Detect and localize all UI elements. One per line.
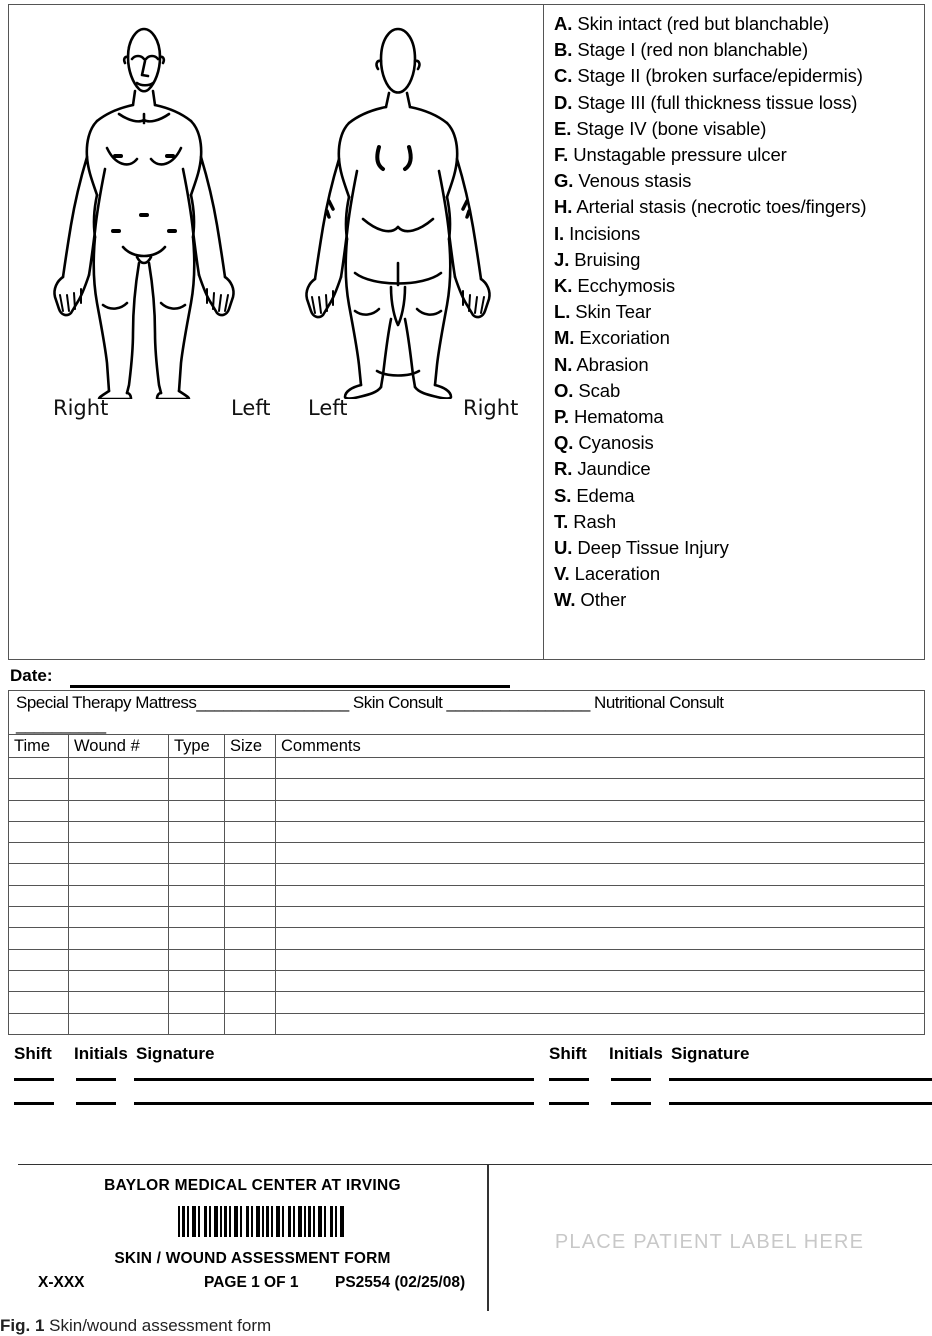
- signature-header-shift: Shift: [14, 1044, 52, 1063]
- legend-item-key: L.: [554, 301, 571, 323]
- table-row[interactable]: [9, 885, 925, 906]
- legend-item-key: W.: [554, 589, 576, 611]
- legend-item-key: P.: [554, 406, 569, 428]
- table-row[interactable]: [9, 800, 925, 821]
- signature-header-initials-right: Initials: [609, 1044, 663, 1063]
- legend-item-key: R.: [554, 458, 573, 480]
- legend-item-label: Jaundice: [572, 458, 651, 480]
- legend-item-label: Cyanosis: [573, 432, 654, 454]
- legend-item: [554, 483, 924, 509]
- posterior-right-label: Right: [463, 396, 519, 420]
- wound-log-table: [8, 734, 925, 1035]
- table-row[interactable]: [9, 779, 925, 800]
- legend-item-label: Skin intact (red but blanchable): [572, 13, 830, 34]
- legend-item: [554, 63, 924, 89]
- legend-item-key: I.: [554, 222, 565, 244]
- legend-item: [554, 378, 924, 404]
- figure-caption-label: Fig. 1: [0, 1316, 45, 1335]
- legend-item: [554, 273, 924, 299]
- table-cell-comments[interactable]: [276, 907, 925, 928]
- signature-header-initials: Initials: [74, 1044, 128, 1063]
- legend-item: [554, 535, 924, 561]
- table-cell-time[interactable]: [9, 758, 69, 779]
- table-cell-size[interactable]: [225, 885, 276, 906]
- consult-trailing-blank: __________: [16, 715, 106, 734]
- legend-item-label: Ecchymosis: [572, 275, 676, 297]
- table-cell-wound-number[interactable]: [69, 992, 169, 1013]
- table-cell-comments[interactable]: [276, 779, 925, 800]
- table-cell-size[interactable]: [225, 800, 276, 821]
- table-row[interactable]: [9, 758, 925, 779]
- body-diagram-cell[interactable]: [9, 5, 544, 659]
- table-cell-comments[interactable]: [276, 928, 925, 949]
- legend-item-label: Deep Tissue Injury: [572, 537, 729, 559]
- signature-block: [0, 1044, 932, 1130]
- legend-item-key: B.: [554, 39, 573, 61]
- shift-line-right-row-2[interactable]: [549, 1102, 589, 1105]
- table-row[interactable]: [9, 949, 925, 970]
- legend-item-label: Scab: [573, 379, 621, 401]
- legend-item-key: S.: [554, 484, 572, 506]
- legend-item-key: U.: [554, 537, 573, 559]
- legend-item-key: M.: [554, 327, 575, 349]
- figure-caption-text: Skin/wound assessment form: [49, 1316, 272, 1335]
- legend-item-key: D.: [554, 91, 573, 113]
- legend-item-key: H.: [554, 196, 573, 218]
- legend-item-key: K.: [554, 275, 573, 297]
- table-cell-wound-number[interactable]: [69, 800, 169, 821]
- legend-item-label: Other: [575, 589, 627, 611]
- patient-label-placeholder: PLACE PATIENT LABEL HERE: [554, 1231, 865, 1253]
- hospital-name: BAYLOR MEDICAL CENTER AT IRVING: [104, 1177, 401, 1194]
- legend-item: [554, 352, 924, 378]
- legend-item: [554, 142, 924, 168]
- table-row[interactable]: [9, 907, 925, 928]
- column-header-comments: Comments: [276, 735, 925, 758]
- table-row[interactable]: [9, 864, 925, 885]
- table-cell-size[interactable]: [225, 843, 276, 864]
- table-cell-time[interactable]: [9, 907, 69, 928]
- legend-item-label: Skin Tear: [570, 301, 652, 323]
- table-cell-size[interactable]: [225, 1013, 276, 1034]
- table-row[interactable]: [9, 992, 925, 1013]
- barcode-icon: [178, 1206, 345, 1237]
- table-cell-size[interactable]: [225, 779, 276, 800]
- assessment-panel: [8, 4, 925, 660]
- signature-line-right-row-2[interactable]: [669, 1102, 932, 1105]
- legend-item-label: Hematoma: [568, 406, 664, 428]
- page-indicator: PAGE 1 OF 1: [204, 1274, 299, 1291]
- legend-item: [554, 247, 924, 273]
- column-header-size: Size: [225, 735, 276, 758]
- signature-header-shift-right: Shift: [549, 1044, 587, 1063]
- signature-header-signature-right: Signature: [671, 1044, 750, 1063]
- table-cell-comments[interactable]: [276, 821, 925, 842]
- table-cell-comments[interactable]: [276, 970, 925, 991]
- table-cell-comments[interactable]: [276, 885, 925, 906]
- legend-item-label: Unstagable pressure ulcer: [568, 144, 787, 166]
- signature-line-right-row-1[interactable]: [669, 1078, 932, 1081]
- form-title: SKIN / WOUND ASSESSMENT FORM: [114, 1250, 391, 1267]
- legend-item: [554, 299, 924, 325]
- legend-item-key: O.: [554, 379, 574, 401]
- anterior-body-figure-icon[interactable]: [27, 19, 259, 399]
- date-label: Date:: [10, 666, 53, 685]
- legend-item-key: J.: [554, 248, 570, 270]
- table-cell-comments[interactable]: [276, 864, 925, 885]
- table-cell-type[interactable]: [169, 758, 225, 779]
- legend-item: [554, 430, 924, 456]
- wound-table-body: [9, 758, 925, 1035]
- table-cell-type[interactable]: [169, 885, 225, 906]
- anterior-right-label: Right: [53, 396, 109, 420]
- table-cell-time[interactable]: [9, 928, 69, 949]
- table-cell-time[interactable]: [9, 864, 69, 885]
- date-input-line[interactable]: [70, 685, 510, 688]
- legend-item: [554, 456, 924, 482]
- legend-item-key: F.: [554, 144, 569, 166]
- legend-item: [554, 561, 924, 587]
- table-cell-size[interactable]: [225, 992, 276, 1013]
- table-cell-time[interactable]: [9, 992, 69, 1013]
- table-cell-time[interactable]: [9, 843, 69, 864]
- legend-item: [554, 90, 924, 116]
- table-cell-type[interactable]: [169, 1013, 225, 1034]
- date-row: [8, 666, 925, 692]
- legend-item: [554, 116, 924, 142]
- table-cell-comments[interactable]: [276, 1013, 925, 1034]
- table-cell-time[interactable]: [9, 1013, 69, 1034]
- form-code-xxx: X-XXX: [38, 1274, 85, 1291]
- table-cell-type[interactable]: [169, 928, 225, 949]
- table-cell-time[interactable]: [9, 885, 69, 906]
- initials-line-row-2[interactable]: [76, 1102, 116, 1105]
- table-cell-type[interactable]: [169, 949, 225, 970]
- legend-item: [554, 11, 924, 37]
- table-cell-size[interactable]: [225, 907, 276, 928]
- table-cell-type[interactable]: [169, 970, 225, 991]
- legend-item-key: N.: [554, 353, 573, 375]
- legend-item-label: Abrasion: [572, 353, 649, 375]
- table-cell-type[interactable]: [169, 800, 225, 821]
- table-cell-comments[interactable]: [276, 800, 925, 821]
- shift-line-right-row-1[interactable]: [549, 1078, 589, 1081]
- table-row[interactable]: [9, 928, 925, 949]
- table-cell-size[interactable]: [225, 928, 276, 949]
- legend-item-label: Excoriation: [574, 327, 670, 349]
- table-cell-time[interactable]: [9, 821, 69, 842]
- form-footer: [18, 1164, 932, 1310]
- legend-item-label: Venous stasis: [573, 170, 692, 192]
- signature-line-row-1[interactable]: [134, 1078, 534, 1081]
- legend-item: [554, 587, 924, 613]
- legend-item: [554, 194, 924, 220]
- legend-item: [554, 221, 924, 247]
- signature-header-signature: Signature: [136, 1044, 215, 1063]
- figure-caption: [0, 1316, 932, 1336]
- table-row[interactable]: [9, 843, 925, 864]
- table-cell-type[interactable]: [169, 992, 225, 1013]
- table-cell-wound-number[interactable]: [69, 821, 169, 842]
- shift-line-row-2[interactable]: [14, 1102, 54, 1105]
- patient-label-area[interactable]: [487, 1165, 932, 1311]
- table-cell-comments[interactable]: [276, 843, 925, 864]
- anterior-left-label: Left: [231, 396, 271, 420]
- legend-item: [554, 37, 924, 63]
- legend-item: [554, 168, 924, 194]
- legend-item: [554, 509, 924, 535]
- legend-item-label: Arterial stasis (necrotic toes/fingers): [572, 196, 867, 218]
- initials-line-row-1[interactable]: [76, 1078, 116, 1081]
- table-cell-type[interactable]: [169, 821, 225, 842]
- posterior-left-label: Left: [308, 396, 348, 420]
- legend-item-label: Incisions: [564, 222, 641, 244]
- table-row[interactable]: [9, 821, 925, 842]
- legend-item-label: Stage IV (bone visable): [571, 117, 767, 139]
- table-cell-wound-number[interactable]: [69, 885, 169, 906]
- legend-item: [554, 404, 924, 430]
- table-cell-comments[interactable]: [276, 949, 925, 970]
- table-cell-wound-number[interactable]: [69, 949, 169, 970]
- table-cell-size[interactable]: [225, 864, 276, 885]
- legend-item-key: C.: [554, 65, 573, 87]
- table-cell-size[interactable]: [225, 949, 276, 970]
- column-header-wound-number: Wound #: [69, 735, 169, 758]
- table-cell-wound-number[interactable]: [69, 928, 169, 949]
- table-cell-wound-number[interactable]: [69, 864, 169, 885]
- table-cell-wound-number[interactable]: [69, 779, 169, 800]
- column-header-time: Time: [9, 735, 69, 758]
- consult-row[interactable]: [8, 690, 925, 734]
- table-cell-type[interactable]: [169, 779, 225, 800]
- legend-item-key: V.: [554, 563, 570, 585]
- table-cell-type[interactable]: [169, 864, 225, 885]
- table-header-row: [9, 735, 925, 758]
- table-cell-wound-number[interactable]: [69, 970, 169, 991]
- footer-codes: [18, 1274, 487, 1296]
- legend-item-key: T.: [554, 510, 569, 532]
- initials-line-right-row-1[interactable]: [611, 1078, 651, 1081]
- table-row[interactable]: [9, 970, 925, 991]
- legend-item-label: Edema: [571, 484, 635, 506]
- legend-item: [554, 325, 924, 351]
- legend-item-label: Stage I (red non blanchable): [572, 39, 809, 61]
- form-number: PS2554 (02/25/08): [335, 1274, 466, 1291]
- legend-item-label: Stage II (broken surface/epidermis): [572, 65, 863, 87]
- legend-item-key: E.: [554, 117, 572, 139]
- legend-item-key: Q.: [554, 432, 574, 454]
- legend-item-key: G.: [554, 170, 574, 192]
- table-cell-wound-number[interactable]: [69, 907, 169, 928]
- table-cell-type[interactable]: [169, 843, 225, 864]
- signature-line-row-2[interactable]: [134, 1102, 534, 1105]
- table-cell-time[interactable]: [9, 800, 69, 821]
- legend-item-label: Rash: [568, 510, 617, 532]
- table-cell-time[interactable]: [9, 970, 69, 991]
- table-cell-type[interactable]: [169, 907, 225, 928]
- legend-item-label: Bruising: [569, 248, 641, 270]
- table-cell-time[interactable]: [9, 779, 69, 800]
- table-cell-wound-number[interactable]: [69, 843, 169, 864]
- initials-line-right-row-2[interactable]: [611, 1102, 651, 1105]
- column-header-type: Type: [169, 735, 225, 758]
- posterior-body-figure-icon[interactable]: [281, 19, 513, 399]
- table-row[interactable]: [9, 1013, 925, 1034]
- table-cell-time[interactable]: [9, 949, 69, 970]
- footer-left-panel: [18, 1165, 487, 1311]
- table-cell-size[interactable]: [225, 821, 276, 842]
- legend-item-key: A.: [554, 13, 573, 34]
- table-cell-size[interactable]: [225, 970, 276, 991]
- legend-item-label: Laceration: [569, 563, 661, 585]
- table-cell-comments[interactable]: [276, 758, 925, 779]
- wound-type-legend: [544, 5, 924, 659]
- shift-line-row-1[interactable]: [14, 1078, 54, 1081]
- consult-line-text: Special Therapy Mattress_________________ Skin Consult ________________ Nutritional Consult: [16, 693, 724, 712]
- table-cell-wound-number[interactable]: [69, 1013, 169, 1034]
- table-cell-comments[interactable]: [276, 992, 925, 1013]
- table-cell-size[interactable]: [225, 758, 276, 779]
- legend-item-label: Stage III (full thickness tissue loss): [572, 91, 858, 113]
- table-cell-wound-number[interactable]: [69, 758, 169, 779]
